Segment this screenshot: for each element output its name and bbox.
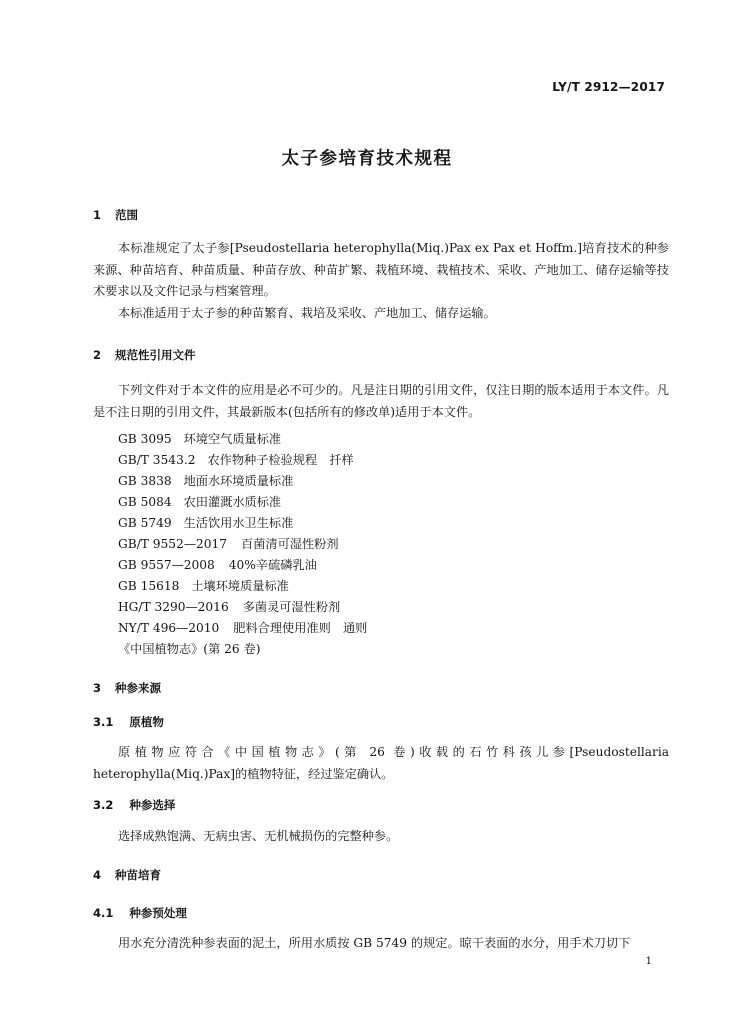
section-1-paragraph-2: 本标准适用于太子参的种苗繁育、栽培及采收、产地加工、储存运输。 [118,306,496,320]
section-2-heading [93,347,196,363]
section-number: 3.1 [93,715,114,729]
section-4-heading [93,867,161,883]
section-3-1-heading [93,714,164,730]
reference-item: GB 5084 农田灌溉水质标准 [118,495,282,509]
section-number: 4 [93,868,102,882]
section-title: 种参选择 [129,798,176,812]
section-title: 规范性引用文件 [115,348,196,362]
reference-item: 《中国植物志》(第 26 卷) [118,642,261,656]
reference-item: GB 5749 生活饮用水卫生标准 [118,516,294,530]
section-1-heading [93,207,138,223]
section-4-1-paragraph: 用水充分清洗种参表面的泥土，所用水质按 GB 5749 的规定。晾干表面的水分，用手术刀切下 [118,936,631,950]
section-number: 3.2 [93,798,114,812]
document-title: 太子参培育技术规程 [281,149,453,169]
reference-item: GB/T 9552—2017 百菌清可湿性粉剂 [118,537,339,551]
section-title: 种苗培育 [115,868,162,882]
section-1-paragraph-1: 本标准规定了太子参[Pseudostellaria heterophylla(Miq.)Pax ex Pax et Hoffm.]培育技术的种参来源、种苗培育、种苗质量、种苗存放、种苗扩繁、栽植环境、栽植技术、采收、产地加工、储存运输等技术要求以及文件记录与档案管理。 [93,241,669,298]
section-title: 原植物 [129,715,164,729]
reference-item: GB 3838 地面水环境质量标准 [118,474,294,488]
section-3-1-paragraph: 原植物应符合《中国植物志》(第 26 卷)收载的石竹科孩儿参[Pseudostellaria heterophylla(Miq.)Pax]的植物特征，经过鉴定确认。 [93,745,669,781]
standard-code: LY/T 2912—2017 [552,80,665,94]
reference-item: GB/T 3543.2 农作物种子检验规程 扦样 [118,453,354,467]
reference-item: NY/T 496—2010 肥料合理使用准则 通则 [118,621,368,635]
section-4-1-heading [93,905,187,921]
section-number: 3 [93,681,102,695]
reference-item: HG/T 3290—2016 多菌灵可湿性粉剂 [118,600,341,614]
reference-item: GB 9557—2008 40%辛硫磷乳油 [118,558,317,572]
section-number: 2 [93,348,102,362]
section-2-paragraph: 下列文件对于本文件的应用是必不可少的。凡是注日期的引用文件，仅注日期的版本适用于本文件。凡是不注日期的引用文件，其最新版本(包括所有的修改单)适用于本文件。 [93,383,669,419]
section-title: 范围 [115,208,139,222]
section-title: 种参预处理 [129,906,187,920]
section-title: 种参来源 [115,681,162,695]
section-3-heading [93,680,161,696]
page-number: 1 [645,956,652,967]
section-number: 4.1 [93,906,114,920]
section-3-2-heading [93,797,175,813]
section-number: 1 [93,208,102,222]
reference-item: GB 15618 土壤环境质量标准 [118,579,289,593]
reference-item: GB 3095 环境空气质量标准 [118,432,282,446]
section-3-2-paragraph: 选择成熟饱满、无病虫害、无机械损伤的完整种参。 [118,829,399,843]
